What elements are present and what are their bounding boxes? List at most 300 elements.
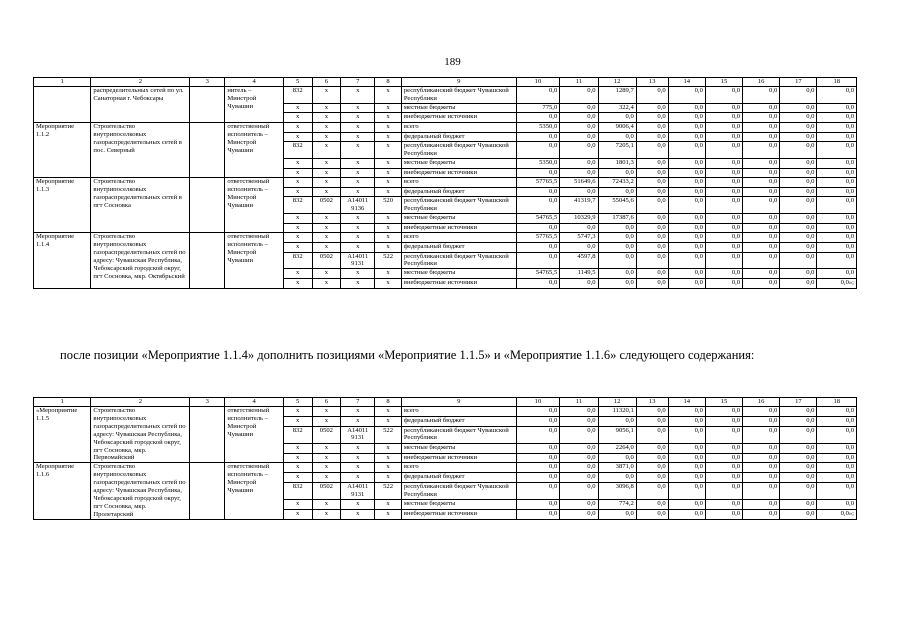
year-amount: 0,0 bbox=[668, 500, 705, 510]
measure-number: Мероприятие 1.1.6 bbox=[34, 463, 91, 519]
year-amount: 0,0 bbox=[705, 426, 742, 443]
target-article-code: x bbox=[341, 178, 375, 188]
table-row bbox=[34, 87, 857, 104]
year-amount: 0,0 bbox=[560, 463, 598, 473]
column-number-row bbox=[34, 398, 857, 407]
column-number: 5 bbox=[283, 398, 312, 407]
grbs-code: x bbox=[283, 473, 312, 483]
year-amount: 0,0 bbox=[743, 482, 780, 499]
year-amount: 0,0 bbox=[668, 242, 705, 252]
year-amount: 0,0 bbox=[780, 416, 817, 426]
year-amount: 0,0 bbox=[636, 509, 668, 519]
column-number: 1 bbox=[34, 78, 91, 87]
year-amount: 0,0 bbox=[516, 416, 560, 426]
year-amount: 0,0 bbox=[743, 214, 780, 224]
funding-source: республиканский бюджет Чувашской Республики bbox=[401, 252, 516, 269]
expense-type-code: x bbox=[375, 187, 402, 197]
target-article-code: x bbox=[341, 278, 375, 288]
grbs-code: x bbox=[283, 132, 312, 142]
year-amount: 0,0 bbox=[560, 103, 598, 113]
year-amount: 1801,3 bbox=[598, 159, 636, 169]
year-amount: 0,0 bbox=[743, 426, 780, 443]
year-amount: 0,0 bbox=[817, 416, 857, 426]
year-amount: 0,0 bbox=[743, 443, 780, 453]
year-amount: 0,0»; bbox=[817, 278, 857, 288]
section-code: 0502 bbox=[312, 482, 341, 499]
section-code: 0502 bbox=[312, 197, 341, 214]
year-amount: 0,0 bbox=[636, 223, 668, 233]
year-amount: 0,0 bbox=[817, 242, 857, 252]
expense-type-code: 522 bbox=[375, 482, 402, 499]
empty-cell bbox=[190, 178, 225, 233]
year-amount: 0,0 bbox=[560, 113, 598, 123]
year-amount: 0,0 bbox=[668, 159, 705, 169]
year-amount: 0,0 bbox=[516, 87, 560, 104]
year-amount: 0,0 bbox=[668, 233, 705, 243]
year-amount: 11320,1 bbox=[598, 407, 636, 417]
target-article-code: А14011 9136 bbox=[341, 197, 375, 214]
year-amount: 0,0 bbox=[743, 407, 780, 417]
year-amount: 0,0 bbox=[705, 269, 742, 279]
target-article-code: x bbox=[341, 473, 375, 483]
column-number: 15 bbox=[705, 398, 742, 407]
expense-type-code: x bbox=[375, 123, 402, 133]
expense-type-code: x bbox=[375, 269, 402, 279]
year-amount: 0,0 bbox=[636, 187, 668, 197]
year-amount: 0,0 bbox=[560, 509, 598, 519]
responsible-executor: нитель – Минстрой Чувашии bbox=[225, 87, 283, 123]
column-number: 17 bbox=[780, 78, 817, 87]
year-amount: 0,0 bbox=[780, 242, 817, 252]
grbs-code: x bbox=[283, 269, 312, 279]
year-amount: 0,0 bbox=[636, 123, 668, 133]
year-amount: 0,0 bbox=[516, 223, 560, 233]
budget-table-continued bbox=[33, 77, 857, 289]
table-row bbox=[34, 178, 857, 188]
year-amount: 0,0 bbox=[516, 453, 560, 463]
column-number: 1 bbox=[34, 398, 91, 407]
measure-number: Мероприятие 1.1.3 bbox=[34, 178, 91, 233]
year-amount: 0,0 bbox=[560, 416, 598, 426]
expense-type-code: x bbox=[375, 178, 402, 188]
expense-type-code: x bbox=[375, 87, 402, 104]
year-amount: 0,0 bbox=[668, 482, 705, 499]
section-code: x bbox=[312, 407, 341, 417]
year-amount: 0,0 bbox=[743, 168, 780, 178]
year-amount: 0,0 bbox=[560, 242, 598, 252]
year-amount: 0,0 bbox=[598, 416, 636, 426]
target-article-code: x bbox=[341, 142, 375, 159]
grbs-code: x bbox=[283, 223, 312, 233]
year-amount: 0,0 bbox=[780, 252, 817, 269]
funding-source: местные бюджеты bbox=[401, 269, 516, 279]
year-amount: 0,0 bbox=[743, 278, 780, 288]
responsible-executor: ответственный исполнитель – Минстрой Чувашии bbox=[225, 233, 283, 288]
expense-type-code: x bbox=[375, 132, 402, 142]
grbs-code: 832 bbox=[283, 482, 312, 499]
year-amount: 0,0 bbox=[560, 187, 598, 197]
year-amount: 0,0 bbox=[780, 453, 817, 463]
target-article-code: x bbox=[341, 103, 375, 113]
year-amount: 0,0 bbox=[743, 178, 780, 188]
year-amount: 0,0 bbox=[743, 159, 780, 169]
funding-source: внебюджетные источники bbox=[401, 168, 516, 178]
target-article-code: x bbox=[341, 242, 375, 252]
year-amount: 0,0 bbox=[743, 252, 780, 269]
year-amount: 0,0 bbox=[743, 87, 780, 104]
year-amount: 0,0 bbox=[780, 500, 817, 510]
year-amount: 0,0 bbox=[668, 407, 705, 417]
year-amount: 0,0 bbox=[598, 278, 636, 288]
year-amount: 0,0 bbox=[668, 87, 705, 104]
target-article-code: А14011 9131 bbox=[341, 426, 375, 443]
year-amount: 0,0 bbox=[743, 132, 780, 142]
year-amount: 0,0 bbox=[743, 473, 780, 483]
expense-type-code: x bbox=[375, 509, 402, 519]
funding-source: местные бюджеты bbox=[401, 214, 516, 224]
grbs-code: x bbox=[283, 278, 312, 288]
year-amount: 3871,0 bbox=[598, 463, 636, 473]
year-amount: 775,0 bbox=[516, 103, 560, 113]
expense-type-code: x bbox=[375, 103, 402, 113]
year-amount: 0,0 bbox=[636, 242, 668, 252]
year-amount: 0,0 bbox=[817, 103, 857, 113]
year-amount: 0,0 bbox=[780, 159, 817, 169]
section-code: x bbox=[312, 142, 341, 159]
funding-source: федеральный бюджет bbox=[401, 132, 516, 142]
year-amount: 0,0 bbox=[516, 242, 560, 252]
measure-description: Строительство внутрипоселковых газораспределительных сетей в пгт Сосновка bbox=[91, 178, 190, 233]
year-amount: 0,0 bbox=[636, 453, 668, 463]
year-amount: 0,0 bbox=[668, 103, 705, 113]
year-amount: 51649,6 bbox=[560, 178, 598, 188]
grbs-code: 832 bbox=[283, 252, 312, 269]
year-amount: 0,0 bbox=[560, 407, 598, 417]
section-code: x bbox=[312, 223, 341, 233]
year-amount: 0,0 bbox=[636, 132, 668, 142]
column-number: 10 bbox=[516, 398, 560, 407]
grbs-code: x bbox=[283, 416, 312, 426]
expense-type-code: 522 bbox=[375, 252, 402, 269]
grbs-code: x bbox=[283, 187, 312, 197]
year-amount: 0,0 bbox=[705, 159, 742, 169]
year-amount: 0,0 bbox=[636, 87, 668, 104]
funding-source: всего bbox=[401, 407, 516, 417]
year-amount: 0,0 bbox=[560, 443, 598, 453]
expense-type-code: x bbox=[375, 453, 402, 463]
year-amount: 0,0 bbox=[598, 113, 636, 123]
target-article-code: А14011 9131 bbox=[341, 252, 375, 269]
year-amount: 41319,7 bbox=[560, 197, 598, 214]
expense-type-code: x bbox=[375, 463, 402, 473]
year-amount: 0,0 bbox=[516, 278, 560, 288]
year-amount: 0,0 bbox=[705, 168, 742, 178]
year-amount: 0,0 bbox=[817, 482, 857, 499]
funding-source: республиканский бюджет Чувашской Республики bbox=[401, 197, 516, 214]
section-code: x bbox=[312, 168, 341, 178]
year-amount: 0,0 bbox=[516, 482, 560, 499]
target-article-code: x bbox=[341, 132, 375, 142]
measure-number: Мероприятие 1.1.4 bbox=[34, 233, 91, 288]
year-amount: 0,0 bbox=[743, 269, 780, 279]
empty-cell bbox=[190, 407, 225, 463]
year-amount: 0,0 bbox=[817, 252, 857, 269]
year-amount: 0,0 bbox=[516, 113, 560, 123]
year-amount: 0,0 bbox=[780, 482, 817, 499]
table-row bbox=[34, 463, 857, 473]
year-amount: 0,0 bbox=[817, 463, 857, 473]
target-article-code: x bbox=[341, 113, 375, 123]
year-amount: 0,0 bbox=[668, 214, 705, 224]
section-code: x bbox=[312, 159, 341, 169]
year-amount: 0,0 bbox=[705, 482, 742, 499]
section-code: x bbox=[312, 103, 341, 113]
year-amount: 0,0 bbox=[743, 142, 780, 159]
year-amount: 0,0 bbox=[817, 407, 857, 417]
year-amount: 0,0 bbox=[705, 103, 742, 113]
column-number: 10 bbox=[516, 78, 560, 87]
year-amount: 9056,1 bbox=[598, 426, 636, 443]
grbs-code: 832 bbox=[283, 197, 312, 214]
year-amount: 0,0 bbox=[598, 223, 636, 233]
column-number-row bbox=[34, 78, 857, 87]
grbs-code: x bbox=[283, 509, 312, 519]
section-code: x bbox=[312, 132, 341, 142]
column-number: 14 bbox=[668, 78, 705, 87]
grbs-code: x bbox=[283, 123, 312, 133]
year-amount: 0,0»; bbox=[817, 509, 857, 519]
target-article-code: x bbox=[341, 416, 375, 426]
year-amount: 0,0 bbox=[817, 187, 857, 197]
year-amount: 0,0 bbox=[780, 214, 817, 224]
year-amount: 0,0 bbox=[636, 197, 668, 214]
target-article-code: x bbox=[341, 269, 375, 279]
year-amount: 0,0 bbox=[598, 132, 636, 142]
year-amount: 0,0 bbox=[560, 159, 598, 169]
year-amount: 0,0 bbox=[668, 416, 705, 426]
year-amount: 0,0 bbox=[743, 242, 780, 252]
measure-number: Мероприятие 1.1.2 bbox=[34, 123, 91, 178]
year-amount: 322,4 bbox=[598, 103, 636, 113]
year-amount: 5350,0 bbox=[516, 123, 560, 133]
year-amount: 0,0 bbox=[817, 233, 857, 243]
year-amount: 0,0 bbox=[780, 142, 817, 159]
grbs-code: x bbox=[283, 500, 312, 510]
column-number: 4 bbox=[225, 78, 283, 87]
year-amount: 0,0 bbox=[560, 482, 598, 499]
year-amount: 0,0 bbox=[560, 87, 598, 104]
year-amount: 0,0 bbox=[705, 223, 742, 233]
funding-source: всего bbox=[401, 463, 516, 473]
year-amount: 55045,6 bbox=[598, 197, 636, 214]
year-amount: 0,0 bbox=[516, 187, 560, 197]
year-amount: 0,0 bbox=[636, 214, 668, 224]
grbs-code: x bbox=[283, 113, 312, 123]
target-article-code: x bbox=[341, 159, 375, 169]
column-number: 2 bbox=[91, 398, 190, 407]
year-amount: 0,0 bbox=[705, 123, 742, 133]
year-amount: 0,0 bbox=[668, 113, 705, 123]
column-number: 12 bbox=[598, 398, 636, 407]
year-amount: 0,0 bbox=[743, 197, 780, 214]
year-amount: 0,0 bbox=[743, 113, 780, 123]
funding-source: местные бюджеты bbox=[401, 500, 516, 510]
section-code: x bbox=[312, 214, 341, 224]
year-amount: 2264,0 bbox=[598, 443, 636, 453]
year-amount: 0,0 bbox=[743, 187, 780, 197]
funding-source: внебюджетные источники bbox=[401, 278, 516, 288]
expense-type-code: x bbox=[375, 168, 402, 178]
year-amount: 0,0 bbox=[705, 87, 742, 104]
column-number: 16 bbox=[743, 78, 780, 87]
year-amount: 0,0 bbox=[780, 87, 817, 104]
grbs-code: x bbox=[283, 443, 312, 453]
year-amount: 0,0 bbox=[817, 113, 857, 123]
expense-type-code: 520 bbox=[375, 197, 402, 214]
year-amount: 0,0 bbox=[668, 278, 705, 288]
year-amount: 0,0 bbox=[780, 278, 817, 288]
funding-source: внебюджетные источники bbox=[401, 113, 516, 123]
year-amount: 3096,8 bbox=[598, 482, 636, 499]
year-amount: 0,0 bbox=[598, 187, 636, 197]
year-amount: 0,0 bbox=[560, 426, 598, 443]
grbs-code: x bbox=[283, 214, 312, 224]
year-amount: 0,0 bbox=[705, 509, 742, 519]
table-row bbox=[34, 407, 857, 417]
year-amount: 0,0 bbox=[780, 103, 817, 113]
target-article-code: x bbox=[341, 443, 375, 453]
year-amount: 0,0 bbox=[705, 463, 742, 473]
year-amount: 0,0 bbox=[598, 453, 636, 463]
year-amount: 0,0 bbox=[516, 509, 560, 519]
column-number: 18 bbox=[817, 78, 857, 87]
year-amount: 0,0 bbox=[817, 443, 857, 453]
section-code: x bbox=[312, 443, 341, 453]
responsible-executor: ответственный исполнитель – Минстрой Чувашии bbox=[225, 463, 283, 519]
column-number: 14 bbox=[668, 398, 705, 407]
section-code: x bbox=[312, 187, 341, 197]
column-number: 6 bbox=[312, 398, 341, 407]
funding-source: республиканский бюджет Чувашской Республики bbox=[401, 142, 516, 159]
section-code: x bbox=[312, 509, 341, 519]
target-article-code: x bbox=[341, 453, 375, 463]
column-number: 8 bbox=[375, 78, 402, 87]
year-amount: 1149,5 bbox=[560, 269, 598, 279]
year-amount: 0,0 bbox=[636, 252, 668, 269]
year-amount: 0,0 bbox=[780, 132, 817, 142]
year-amount: 0,0 bbox=[705, 443, 742, 453]
column-number: 15 bbox=[705, 78, 742, 87]
year-amount: 0,0 bbox=[817, 426, 857, 443]
target-article-code: x bbox=[341, 87, 375, 104]
year-amount: 0,0 bbox=[668, 132, 705, 142]
grbs-code: 832 bbox=[283, 87, 312, 104]
measure-description: Строительство внутрипоселковых газораспределительных сетей по адресу: Чувашская Республика, Чебоксарский городской округ, пгт Сосновка, мкр. Первомайский bbox=[91, 407, 190, 463]
grbs-code: x bbox=[283, 103, 312, 113]
year-amount: 0,0 bbox=[705, 500, 742, 510]
target-article-code: x bbox=[341, 500, 375, 510]
year-amount: 0,0 bbox=[560, 278, 598, 288]
year-amount: 0,0 bbox=[668, 197, 705, 214]
year-amount: 0,0 bbox=[668, 509, 705, 519]
year-amount: 0,0 bbox=[780, 463, 817, 473]
target-article-code: А14011 9131 bbox=[341, 482, 375, 499]
year-amount: 72433,2 bbox=[598, 178, 636, 188]
grbs-code: 832 bbox=[283, 142, 312, 159]
grbs-code: x bbox=[283, 159, 312, 169]
table-body-2 bbox=[34, 398, 857, 520]
year-amount: 0,0 bbox=[705, 407, 742, 417]
year-amount: 0,0 bbox=[560, 453, 598, 463]
funding-source: местные бюджеты bbox=[401, 159, 516, 169]
column-number: 8 bbox=[375, 398, 402, 407]
measure-description: Строительство внутрипоселковых газораспределительных сетей в пос. Северный bbox=[91, 123, 190, 178]
funding-source: местные бюджеты bbox=[401, 443, 516, 453]
year-amount: 0,0 bbox=[668, 463, 705, 473]
section-code: x bbox=[312, 463, 341, 473]
year-amount: 5350,0 bbox=[516, 159, 560, 169]
year-amount: 0,0 bbox=[817, 123, 857, 133]
year-amount: 0,0 bbox=[817, 223, 857, 233]
section-code: x bbox=[312, 113, 341, 123]
year-amount: 7205,1 bbox=[598, 142, 636, 159]
year-amount: 0,0 bbox=[743, 233, 780, 243]
section-code: x bbox=[312, 87, 341, 104]
year-amount: 0,0 bbox=[743, 463, 780, 473]
year-amount: 0,0 bbox=[780, 168, 817, 178]
year-amount: 0,0 bbox=[705, 197, 742, 214]
column-number: 3 bbox=[190, 78, 225, 87]
year-amount: 0,0 bbox=[668, 473, 705, 483]
year-amount: 0,0 bbox=[817, 87, 857, 104]
target-article-code: x bbox=[341, 123, 375, 133]
section-code: 0502 bbox=[312, 252, 341, 269]
year-amount: 0,0 bbox=[516, 252, 560, 269]
year-amount: 1289,7 bbox=[598, 87, 636, 104]
section-code: x bbox=[312, 500, 341, 510]
column-number: 5 bbox=[283, 78, 312, 87]
expense-type-code: x bbox=[375, 242, 402, 252]
expense-type-code: x bbox=[375, 159, 402, 169]
year-amount: 0,0 bbox=[780, 178, 817, 188]
expense-type-code: x bbox=[375, 233, 402, 243]
column-number: 16 bbox=[743, 398, 780, 407]
section-code: x bbox=[312, 278, 341, 288]
year-amount: 0,0 bbox=[636, 426, 668, 443]
table-row bbox=[34, 123, 857, 133]
year-amount: 0,0 bbox=[560, 500, 598, 510]
responsible-executor: ответственный исполнитель – Минстрой Чувашии bbox=[225, 123, 283, 178]
grbs-code: x bbox=[283, 233, 312, 243]
year-amount: 0,0 bbox=[705, 278, 742, 288]
year-amount: 0,0 bbox=[705, 453, 742, 463]
grbs-code: x bbox=[283, 407, 312, 417]
year-amount: 0,0 bbox=[516, 473, 560, 483]
year-amount: 0,0 bbox=[817, 132, 857, 142]
year-amount: 0,0 bbox=[668, 252, 705, 269]
year-amount: 0,0 bbox=[636, 142, 668, 159]
column-number: 12 bbox=[598, 78, 636, 87]
year-amount: 0,0 bbox=[636, 168, 668, 178]
column-number: 9 bbox=[401, 78, 516, 87]
expense-type-code: x bbox=[375, 500, 402, 510]
column-number: 7 bbox=[341, 78, 375, 87]
year-amount: 17387,6 bbox=[598, 214, 636, 224]
year-amount: 5747,3 bbox=[560, 233, 598, 243]
amendment-paragraph: после позиции «Мероприятие 1.1.4» дополнить позициями «Мероприятие 1.1.5» и «Мероприятие 1.1.6» следующего содержания: bbox=[60, 348, 755, 362]
year-amount: 0,0 bbox=[636, 416, 668, 426]
year-amount: 0,0 bbox=[817, 178, 857, 188]
